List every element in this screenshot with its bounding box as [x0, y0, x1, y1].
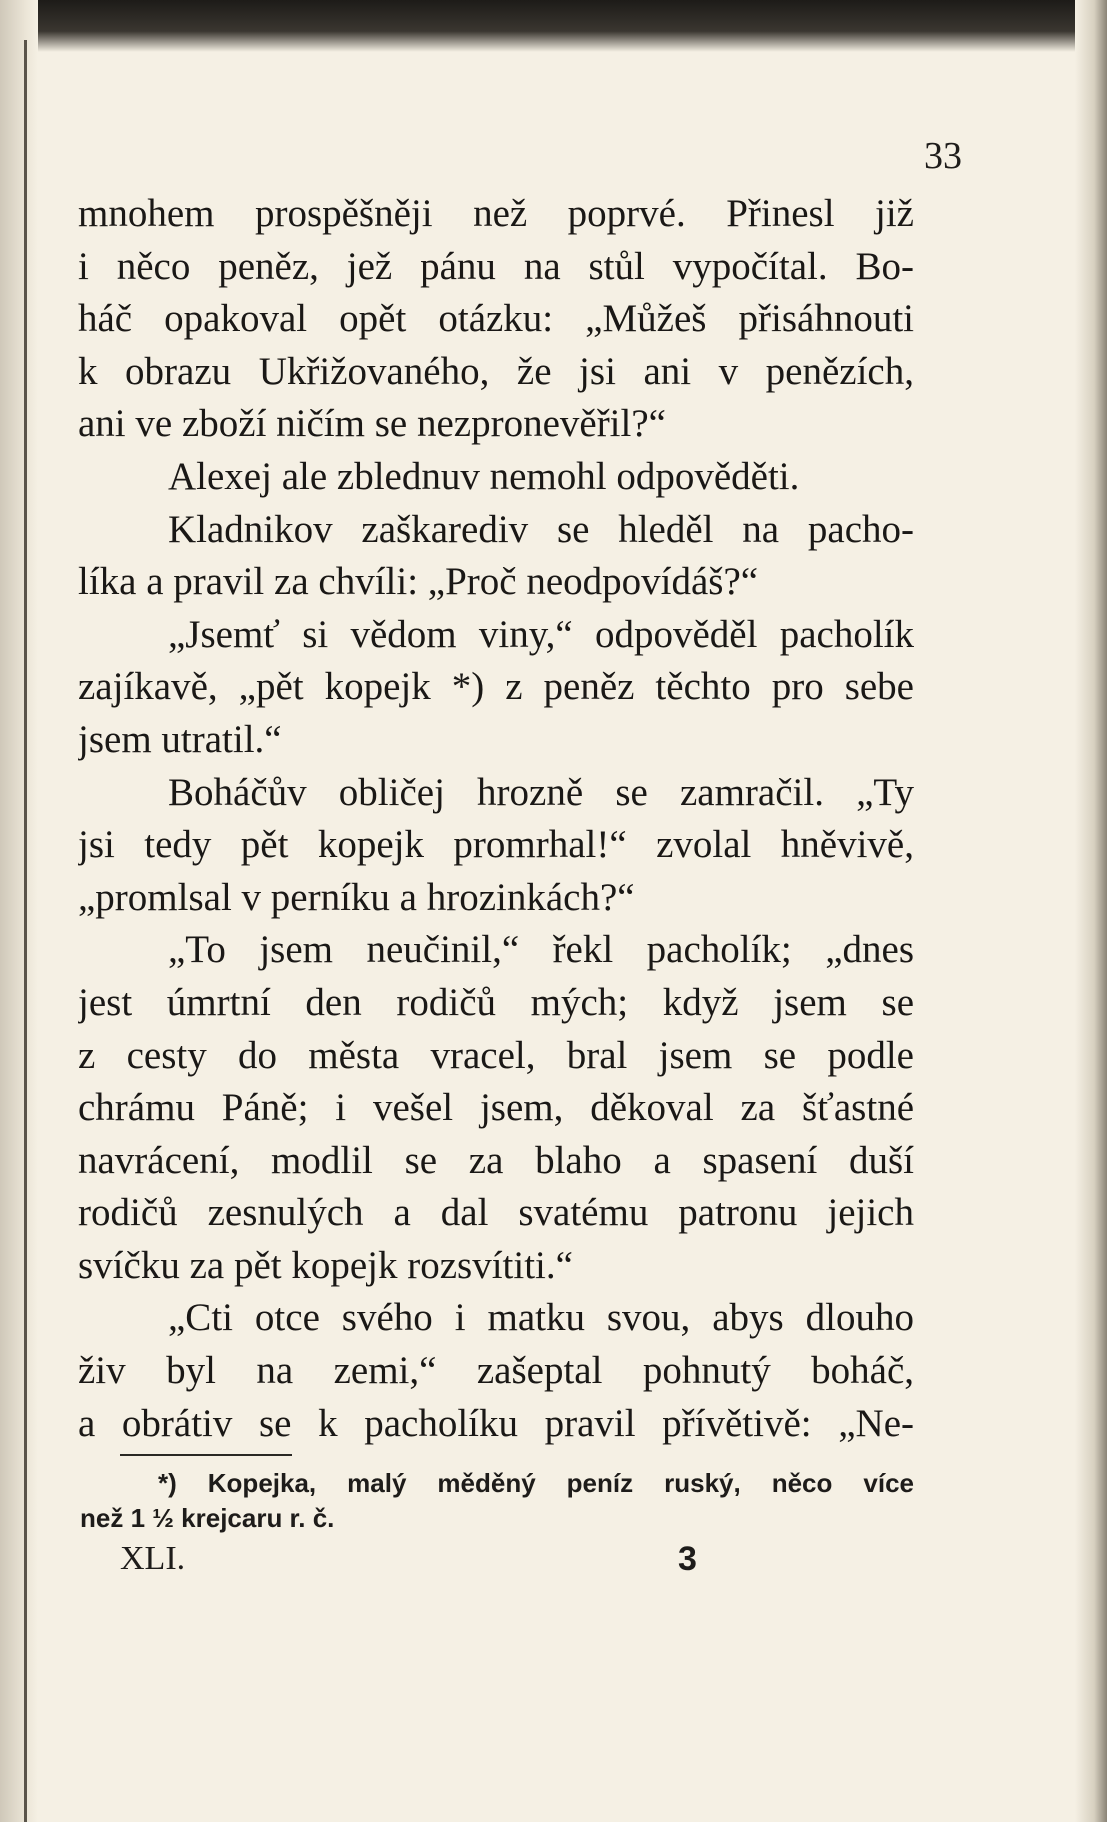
footnote-line: než 1 ½ krejcaru r. č. — [80, 1503, 335, 1533]
footnote — [80, 1466, 914, 1536]
page-right-edge — [1075, 0, 1107, 1822]
text-line: ani ve zboží ničím se nezpronevěřil?“ — [78, 402, 666, 446]
text-line: Alexej ale zblednuv nemohl odpověděti. — [168, 454, 800, 498]
printer-signature: XLI. — [120, 1540, 186, 1577]
text-line: „Jsemť si vědom viny,“ odpověděl pacholík — [168, 612, 914, 656]
footnote-line: *) Kopejka, malý měděný peníz ruský, něco více — [158, 1468, 914, 1498]
scan-top-shadow — [0, 0, 1107, 52]
text-line: Boháčův obličej hrozně se zamračil. „Ty — [168, 770, 914, 814]
text-line: z cesty do města vracel, bral jsem se podle — [78, 1033, 914, 1077]
text-line: živ byl na zemi,“ zašeptal pohnutý boháč, — [78, 1349, 914, 1393]
text-line: háč opakoval opět otázku: „Můžeš přisáhnouti — [78, 297, 914, 341]
text-line: k obrazu Ukřižovaného, že jsi ani v penězích, — [78, 349, 914, 393]
text-line: Kladnikov zaškarediv se hleděl na pacho- — [168, 507, 914, 551]
binding-line — [24, 40, 27, 1822]
footnote-rule — [120, 1454, 292, 1456]
text-line: jsem utratil.“ — [78, 717, 282, 761]
sheet-number: 3 — [678, 1540, 697, 1578]
text-line: jsi tedy pět kopejk promrhal!“ zvolal hněvivě, — [78, 823, 914, 867]
text-line: navrácení, modlil se za blaho a spasení duší — [78, 1138, 914, 1182]
text-line: „Cti otce svého i matku svou, abys dlouho — [168, 1296, 914, 1340]
text-line: a obrátiv se k pacholíku pravil přívětivě: „Ne- — [78, 1401, 914, 1445]
text-line: chrámu Páně; i vešel jsem, děkoval za šťastné — [78, 1086, 914, 1130]
text-line: jest úmrtní den rodičů mých; když jsem se — [78, 980, 914, 1024]
text-line: líka a pravil za chvíli: „Proč neodpovídáš?“ — [78, 560, 759, 604]
text-line: zajíkavě, „pět kopejk *) z peněz těchto pro sebe — [78, 665, 914, 709]
text-line: svíčku za pět kopejk rozsvítiti.“ — [78, 1243, 573, 1287]
text-line: „promlsal v perníku a hrozinkách?“ — [78, 875, 635, 919]
text-line: i něco peněz, jež pánu na stůl vypočítal. Bo- — [78, 244, 914, 288]
text-line: mnohem prospěšněji než poprvé. Přinesl již — [78, 192, 914, 235]
text-line: rodičů zesnulých a dal svatému patronu jejich — [78, 1191, 914, 1235]
body-text — [78, 188, 914, 1450]
page-left-edge — [0, 0, 38, 1822]
page-number: 33 — [924, 135, 962, 177]
text-line: „To jsem neučinil,“ řekl pacholík; „dnes — [168, 928, 914, 972]
